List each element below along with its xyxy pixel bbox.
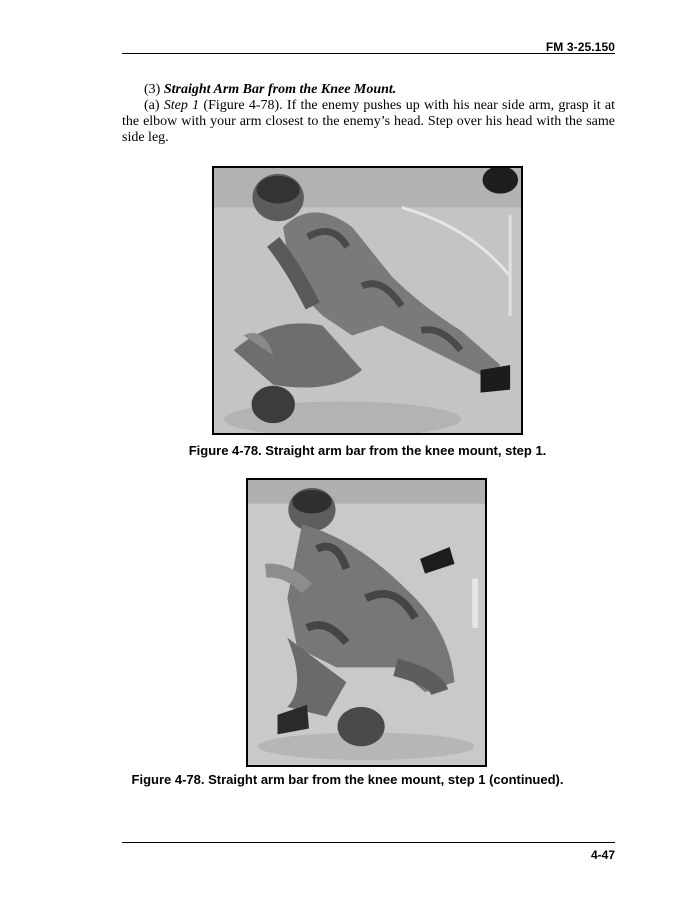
header-rule: [122, 53, 615, 54]
page-number: 4-47: [590, 848, 615, 862]
figure-photo-step1: [212, 166, 523, 435]
footer-rule: [122, 842, 615, 843]
step-paragraph: [122, 98, 615, 146]
document-id: FM 3-25.150: [545, 40, 615, 54]
figure-photo-step1-continued: [246, 478, 487, 767]
heading-number: (3): [144, 82, 161, 97]
body-text: [122, 82, 615, 146]
section-heading: [122, 82, 615, 98]
figure-caption-step1: Figure 4-78. Straight arm bar from the knee mount, step 1.: [188, 443, 547, 458]
step-text: (Figure 4-78). If the enemy pushes up with his near side arm, grasp it at the elbow with your arm closest to the enemy’s head. Step over his head with the same side leg.: [122, 98, 616, 145]
step-name: Step 1: [163, 98, 200, 113]
heading-title: Straight Arm Bar from the Knee Mount.: [163, 82, 397, 97]
figure-caption-step1-continued: Figure 4-78. Straight arm bar from the knee mount, step 1 (continued).: [131, 772, 564, 787]
figure-photo-step1-continued-graphic: [248, 480, 485, 765]
figure-photo-step1-graphic: [214, 168, 521, 433]
step-label: (a): [144, 98, 160, 113]
